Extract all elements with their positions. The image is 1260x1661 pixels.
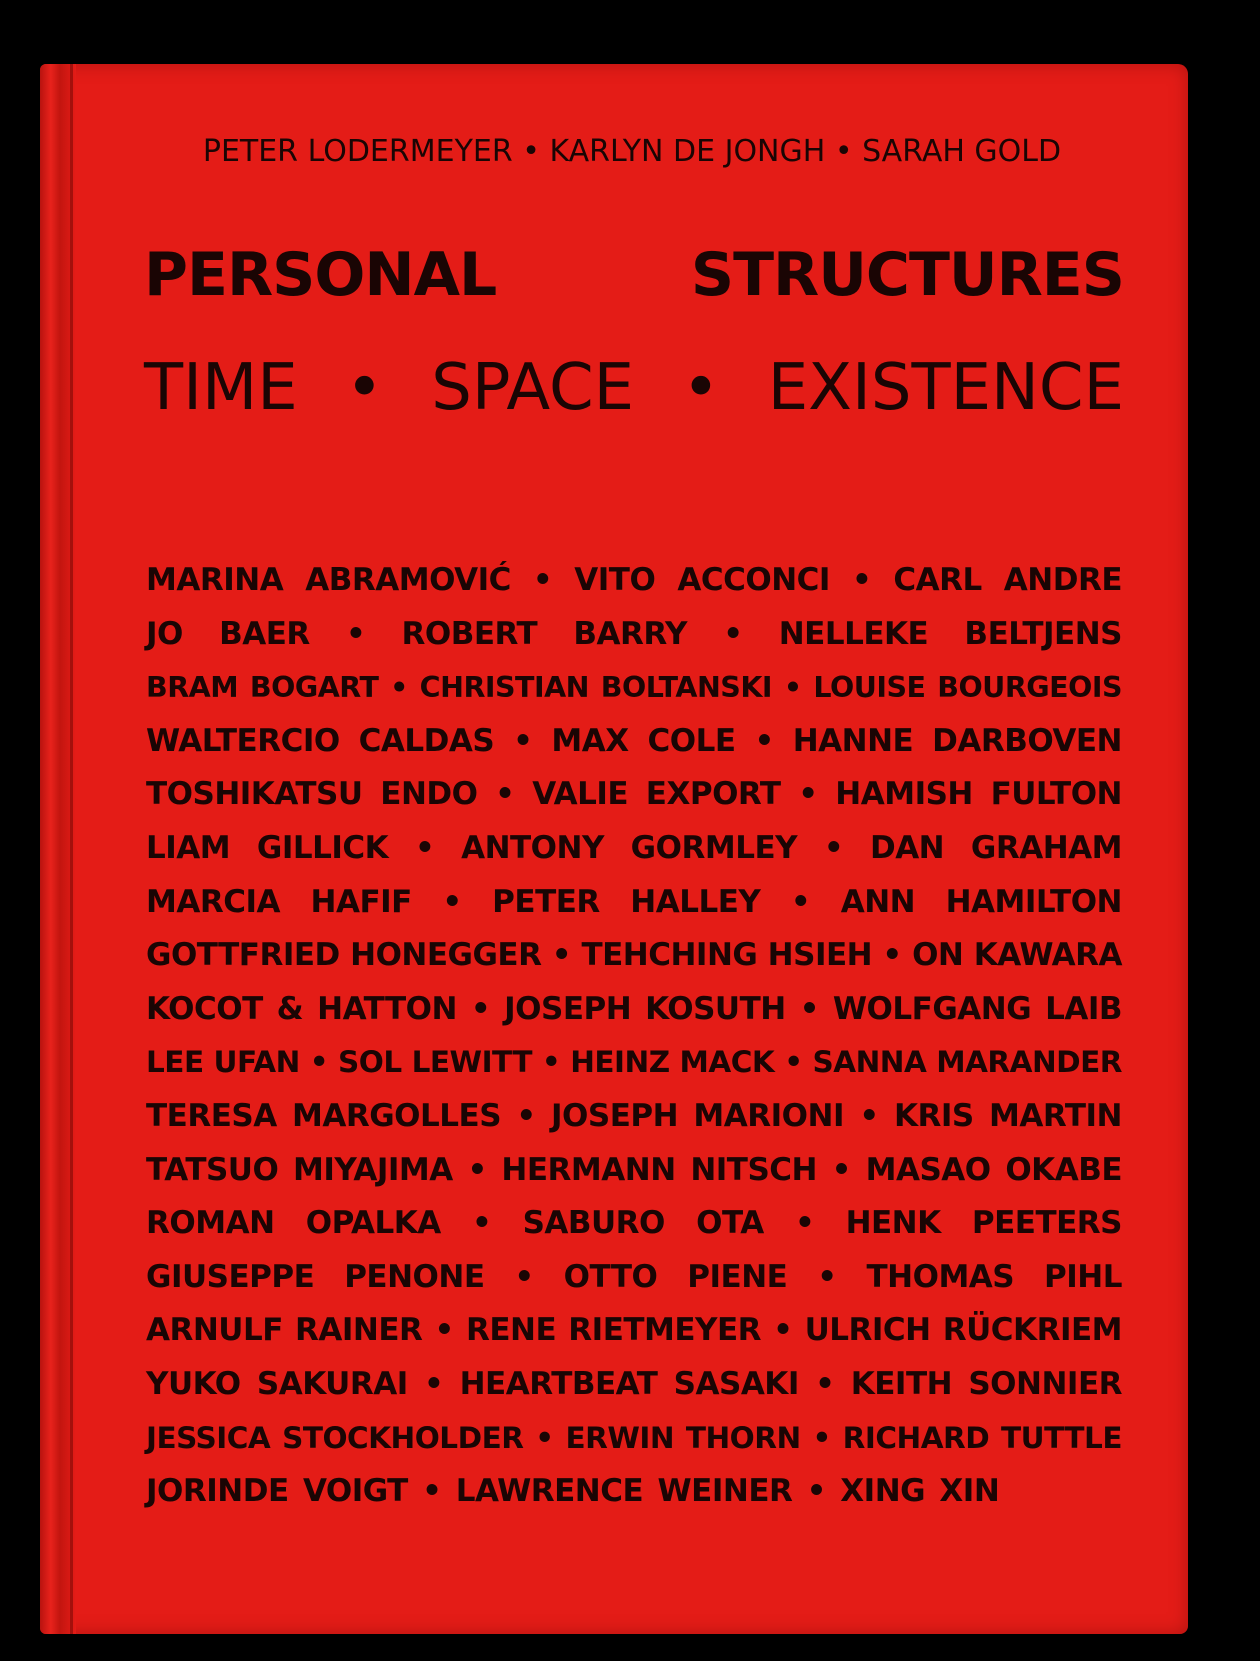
- book-subtitle: TIME • SPACE • EXISTENCE: [144, 351, 1124, 425]
- book-title: PERSONAL STRUCTURES: [144, 240, 1124, 310]
- artist-line: ARNULF RAINER • RENE RIETMEYER • ULRICH RÜCKRIEM: [146, 1312, 1122, 1349]
- artist-line: MARCIA HAFIF • PETER HALLEY • ANN HAMILTON: [146, 883, 1122, 920]
- artist-line: JO BAER • ROBERT BARRY • NELLEKE BELTJENS: [146, 615, 1122, 652]
- authors-line: PETER LODERMEYER • KARLYN DE JONGH • SARAH GOLD: [202, 134, 1062, 169]
- artist-line: JORINDE VOIGT • LAWRENCE WEINER • XING XIN: [146, 1473, 1000, 1510]
- artist-line: GIUSEPPE PENONE • OTTO PIENE • THOMAS PIHL: [146, 1258, 1122, 1295]
- artist-line: BRAM BOGART • CHRISTIAN BOLTANSKI • LOUISE BOURGEOIS: [146, 671, 1122, 705]
- artist-line: TOSHIKATSU ENDO • VALIE EXPORT • HAMISH FULTON: [146, 776, 1122, 813]
- artist-line: TERESA MARGOLLES • JOSEPH MARIONI • KRIS MARTIN: [146, 1097, 1122, 1134]
- artist-line: WALTERCIO CALDAS • MAX COLE • HANNE DARBOVEN: [146, 722, 1122, 759]
- artist-line: LIAM GILLICK • ANTONY GORMLEY • DAN GRAHAM: [146, 829, 1122, 866]
- artist-line: MARINA ABRAMOVIĆ • VITO ACCONCI • CARL ANDRE: [146, 562, 1122, 598]
- artist-line: ROMAN OPALKA • SABURO OTA • HENK PEETERS: [146, 1205, 1122, 1242]
- artist-list: [146, 554, 1122, 1519]
- artist-line: YUKO SAKURAI • HEARTBEAT SASAKI • KEITH SONNIER: [146, 1365, 1122, 1402]
- spine-hinge: [70, 64, 73, 1634]
- book-cover: [40, 64, 1188, 1634]
- artist-line: TATSUO MIYAJIMA • HERMANN NITSCH • MASAO OKABE: [146, 1151, 1122, 1188]
- artist-line: KOCOT & HATTON • JOSEPH KOSUTH • WOLFGANG LAIB: [146, 990, 1122, 1027]
- artist-line: JESSICA STOCKHOLDER • ERWIN THORN • RICHARD TUTTLE: [146, 1420, 1122, 1455]
- artist-line: GOTTFRIED HONEGGER • TEHCHING HSIEH • ON KAWARA: [146, 937, 1122, 974]
- artist-line: LEE UFAN • SOL LEWITT • HEINZ MACK • SANNA MARANDER: [146, 1045, 1122, 1080]
